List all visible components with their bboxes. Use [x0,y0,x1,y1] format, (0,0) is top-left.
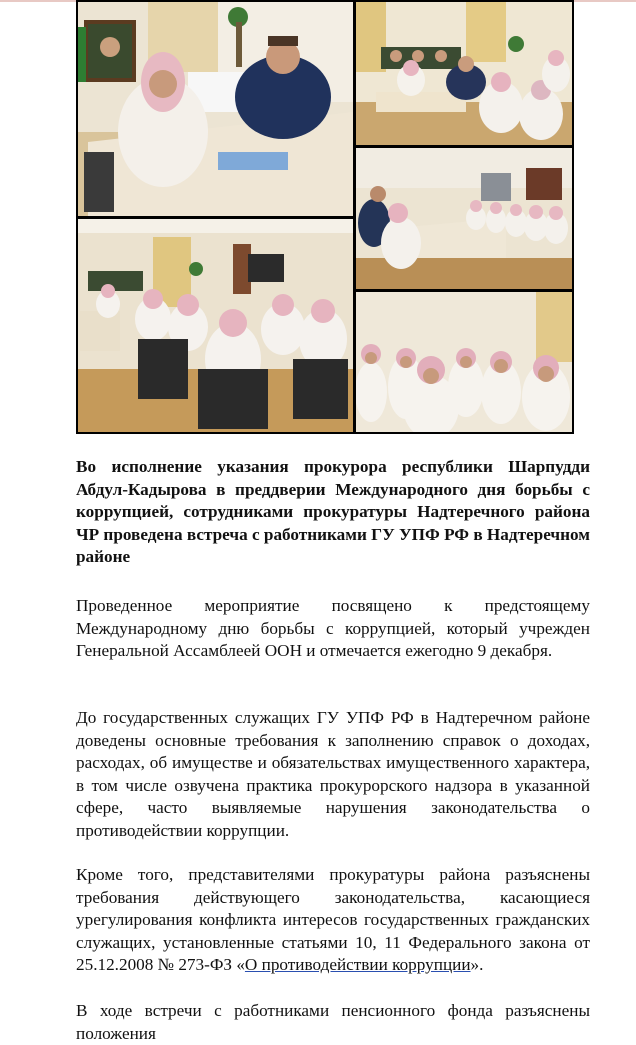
paragraph-conflict-closing: ». [470,955,484,974]
paragraph-requirements: До государственных служащих ГУ УПФ РФ в Надтеречном районе доведены основные требования к заполнению справок о доходах, расходах, об имуществе и обязательствах имущественного характера, в том числе озвучена практика прокурорского надзора в указанной сфере, часто выявляемые нарушения законодательства о противодействии коррупции. [76,708,590,840]
photo-meeting-room-table [356,2,572,145]
photo-audience-wide [78,219,353,432]
paragraph-event-purpose: Проведенное мероприятие посвящено к предстоящему Международному дню борьбы с коррупцией, который учрежден Генеральной Ассамблеей ООН и отмечается ежегодно 9 декабря. [76,596,590,660]
paragraph-conflict-of-interest [76,864,590,977]
photo-collage [76,0,574,434]
photo-meeting-closeup-image [78,2,353,216]
photo-audience-front-image [356,292,572,432]
article-heading: Во исполнение указания прокурора республики Шарпудди Абдул-Кадырова в преддверии Международного дня борьбы с коррупцией, сотрудниками прокуратуры Надтеречного района ЧР проведена встреча с работниками ГУ УПФ РФ в Надтеречном районе [76,457,590,566]
paragraph-partial: В ходе встречи с работниками пенсионного фонда разъяснены положения [76,1001,590,1043]
photo-meeting-side-view [356,148,572,289]
photo-audience-wide-image [78,219,353,432]
law-link[interactable]: О противодействии коррупции [244,955,471,974]
photo-meeting-closeup [78,2,353,216]
photo-meeting-room-table-image [356,2,572,145]
photo-meeting-side-view-image [356,148,572,289]
photo-audience-front [356,292,572,432]
paragraph-conflict-text: Кроме того, представителями прокуратуры района разъяснены требования действующего законодательства, касающиеся урегулирования конфликта интересов государственных гражданских служащих, установленные статьями 10, 11 Федерального закона от 25.12.2008 № 273-ФЗ « [76,865,590,974]
